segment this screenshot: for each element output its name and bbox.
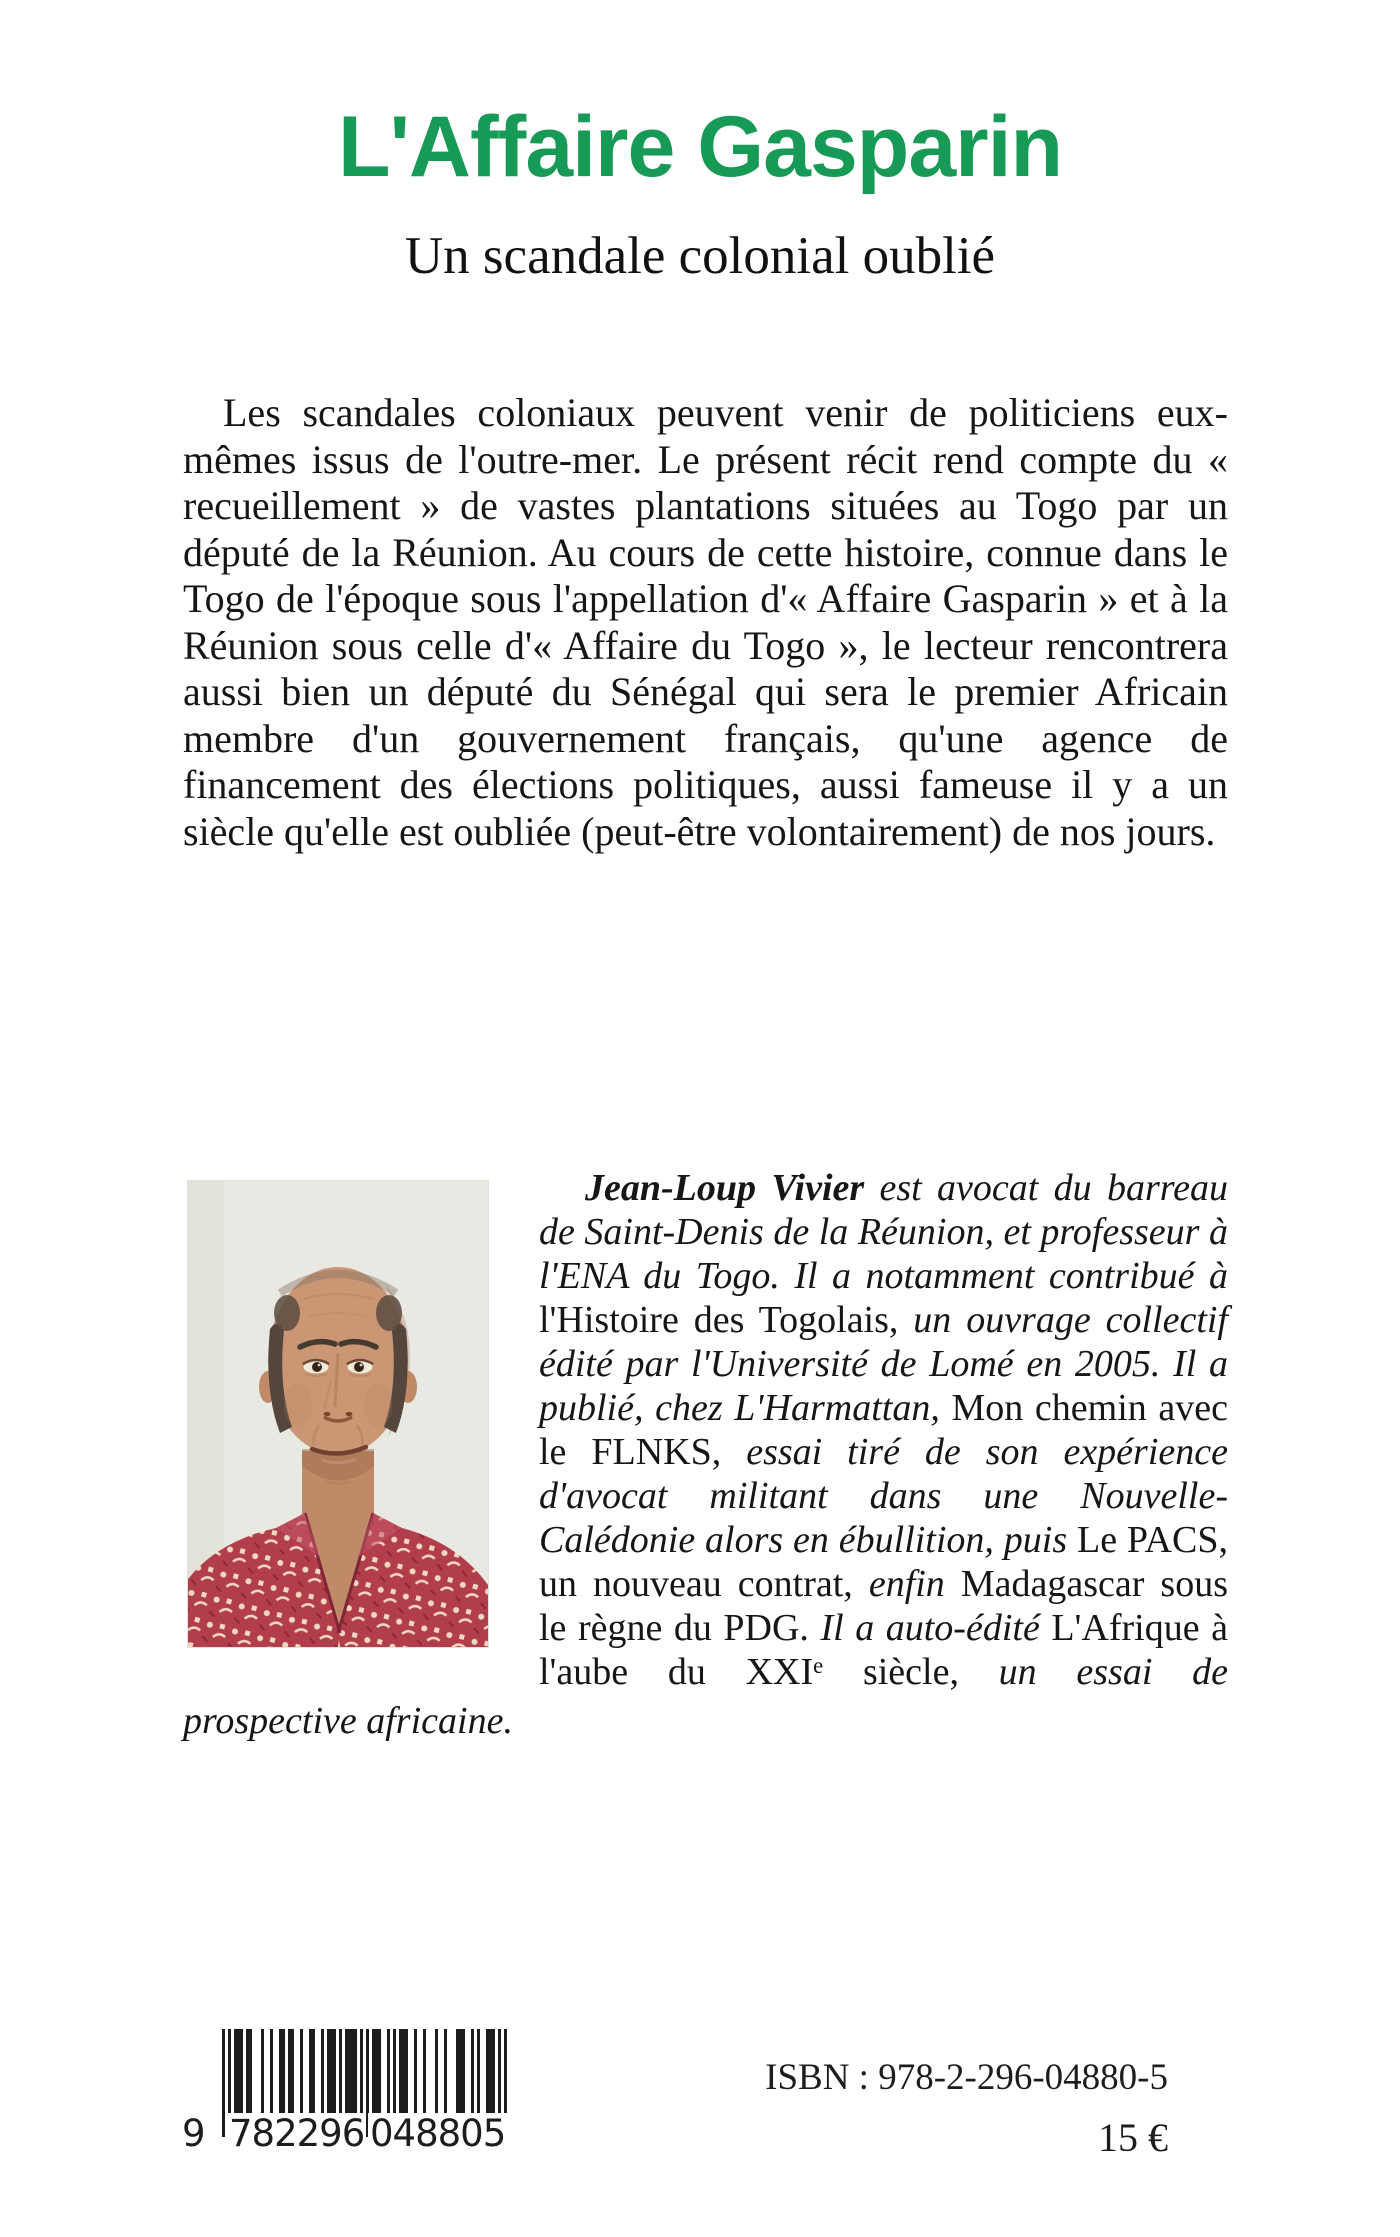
bio-segment: Il a auto-édité [808,1607,1040,1649]
bio-segment: siècle, [823,1651,959,1693]
author-photo [187,1180,487,1646]
bio-segment: L'Afrique à l'aube du XXI [539,1607,1228,1693]
book-subtitle: Un scandale colonial oublié [404,227,996,285]
barcode-digit-group: 782296 [229,2112,365,2155]
bio-segment: enfin [852,1563,945,1605]
bio-segment: un essai de prospective africaine. [183,1651,1228,1742]
barcode-digit-group: 048805 [370,2112,506,2155]
isbn-text: ISBN : 978-2-296-04880-5 [765,2057,1168,2098]
bio-segment: essai tiré de son expérience d'avocat militant dans une Nouvelle-Calédonie alors en ébullition, puis [539,1431,1228,1561]
author-portrait-illustration [187,1180,489,1648]
barcode [182,2029,507,2169]
bio-segment: l'Histoire des Togolais, [539,1299,899,1341]
bio-segment: e [813,1652,824,1678]
bio-segment: Mon chemin avec le FLNKS, [539,1387,1228,1473]
bio-segment: Jean-Loup Vivier [585,1167,865,1209]
book-title: L'Affaire Gasparin [337,99,1063,195]
price-text: 15 € [1098,2115,1168,2160]
synopsis-paragraph: Les scandales coloniaux peuvent venir de politiciens eux-mêmes issus de l'outre-mer. Le présent récit rend compte du « recueillement » de vastes plantations situées au Togo par un député de la Réunion. Au cours de cette histoire, connue dans le Togo de l'époque sous l'appellation d'« Affaire Gasparin » et à la Réunion sous celle d'« Affaire du Togo », le lecteur rencontrera aussi bien un député du Sénégal qui sera le premier Africain membre d'un gouvernement français, qu'une agence de financement des élections politiques, aussi fameuse il y a un siècle qu'elle est oubliée (peut-être volontairement) de nos jours. [183,390,1228,854]
bio-segment: Madagascar sous le règne du PDG. [539,1563,1229,1649]
bio-segment: est avocat du barreau de Saint-Denis de la Réunion, et professeur à l'ENA du Togo. Il a notamment contribué à [539,1167,1228,1297]
bio-segment: Le PACS, un nouveau contrat, [539,1519,1228,1605]
bio-segment: un ouvrage collectif édité par l'Université de Lomé en 2005. Il a publié, chez L'Harmattan, [539,1299,1228,1429]
barcode-digit-group: 9 [182,2112,205,2155]
author-bio [183,1166,1228,1743]
